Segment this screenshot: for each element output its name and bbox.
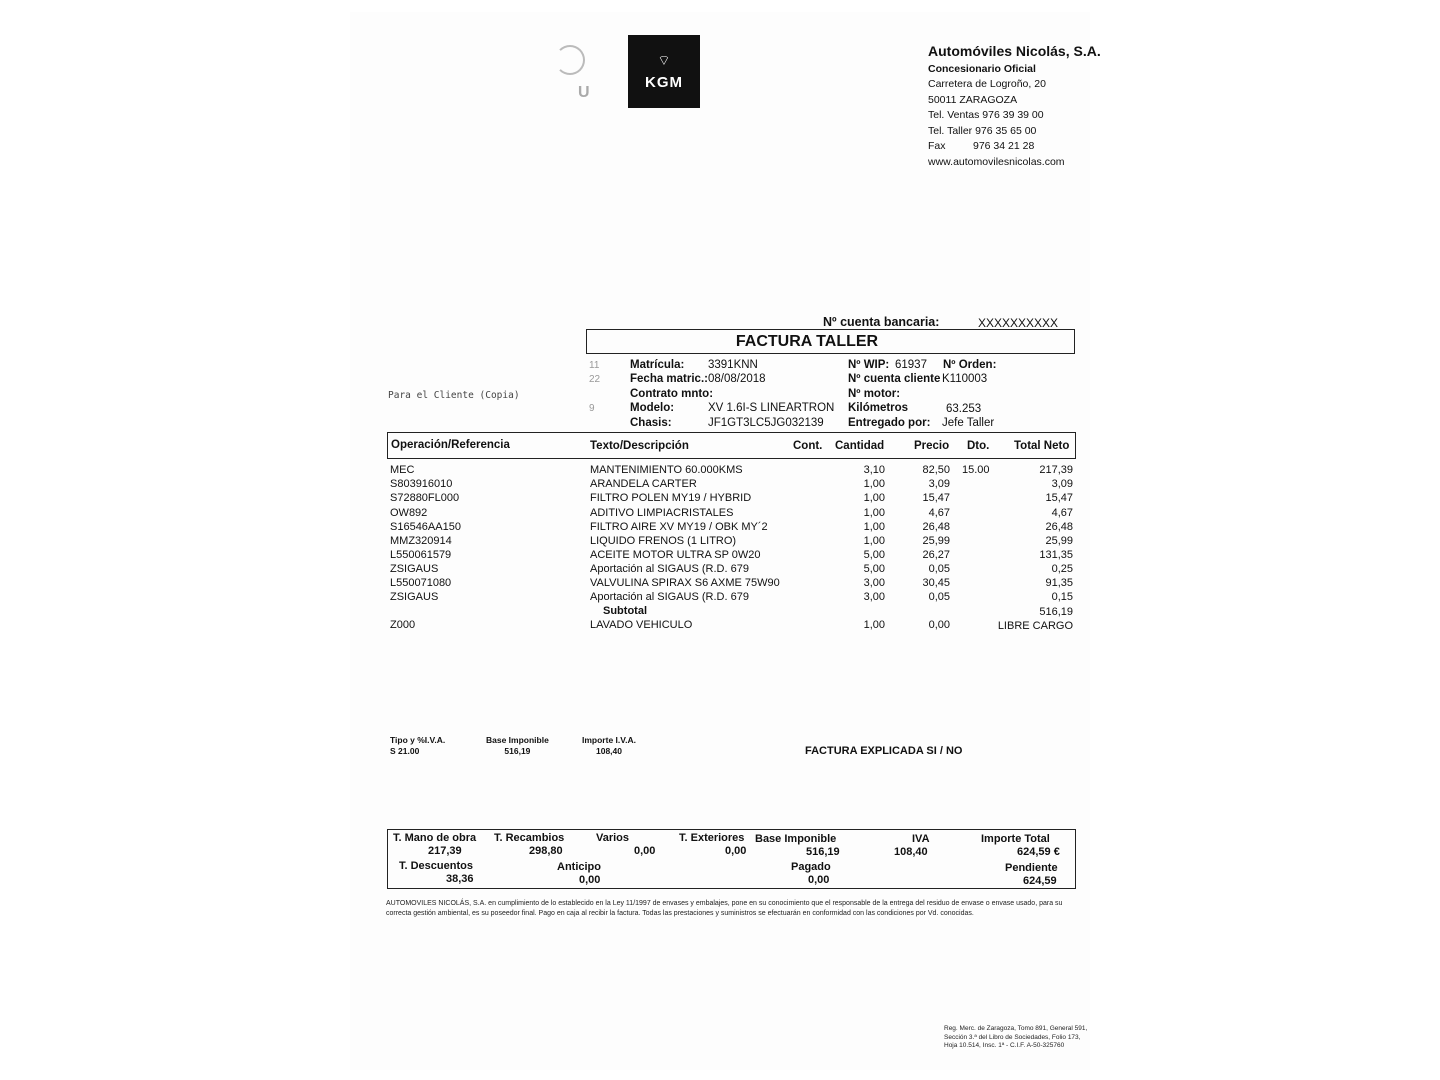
row-total: 131,35 [1039,549,1073,561]
descuentos-value: 38,36 [446,873,474,885]
matricula-label: Matrícula: [630,359,685,371]
row-desc: Aportación al SIGAUS (R.D. 679 [590,591,749,603]
mano-obra-value: 217,39 [428,845,462,857]
row-price: 25,99 [922,535,950,547]
importe-total-value: 624,59 € [1017,846,1060,858]
table-row [0,507,1440,521]
row-desc: ADITIVO LIMPIACRISTALES [590,507,734,519]
mano-obra-label: T. Mano de obra [393,832,477,844]
row-price: 4,67 [928,507,950,519]
row-price: 26,48 [922,521,950,533]
partial-brand-logo [555,45,585,75]
row-total: LIBRE CARGO [997,620,1073,632]
phone-value: 976 34 21 28 [973,140,1035,152]
row-price: 0,00 [928,619,950,631]
base-imponible-value: 516,19 [806,846,840,858]
row-total: 0,25 [1051,563,1073,575]
phone-value: 976 35 65 00 [975,124,1037,137]
row-dto: 15.00 [962,464,990,476]
recambios-value: 298,80 [529,845,563,857]
motor-label: Nº motor: [848,388,901,400]
company-info [928,44,1101,170]
table-row [0,577,1440,591]
invoice-title-box [586,329,1075,354]
table-row [0,535,1440,549]
tax-base-value: 516,19 [504,746,531,756]
table-row [0,521,1440,535]
km-label: Kilómetros [848,402,909,414]
pagado-value: 0,00 [808,874,830,886]
registry-line: Hoja 10.514, Insc. 1ª - C.I.F. A-50-325760 [944,1042,1065,1049]
wip-label: Nº WIP: [848,359,890,371]
table-row [0,478,1440,492]
phone-line [928,139,1101,155]
bank-account-value: XXXXXXXXXX [978,316,1059,330]
col-header-total: Total Neto [1014,440,1070,452]
row-desc: VALVULINA SPIRAX S6 AXME 75W90 [590,577,780,589]
row-total: 26,48 [1045,521,1073,533]
table-row [0,619,1440,633]
importe-total-label: Importe Total [981,833,1050,845]
table-row [0,492,1440,506]
tax-base [486,735,549,757]
kgm-logo [628,35,700,108]
recambios-label: T. Recambios [494,832,565,844]
row-qty: 3,00 [863,591,885,603]
row-qty: 5,00 [863,563,885,575]
phone-label: Fax [928,140,946,152]
row-ref: ZSIGAUS [390,591,439,603]
table-row [0,549,1440,563]
row-qty: 1,00 [863,478,885,490]
tax-base-label: Base Imponible [486,735,549,745]
kgm-logo-text: KGM [645,74,683,91]
registry-line: Sección 3.ª del Libro de Sociedades, Folio 173, [944,1033,1081,1041]
fecha-matric-value: 08/08/2018 [708,373,766,385]
row-desc: Aportación al SIGAUS (R.D. 679 [590,563,749,575]
phone-label: Tel. Ventas [928,109,980,121]
company-street: Carretera de Logroño, 20 [928,78,1046,90]
varios-value: 0,00 [634,845,656,857]
legal-notice: AUTOMOVILES NICOLÁS, S.A. en cumplimiento de lo establecido en la Ley 11/1997 de envases y embalajes, pone en su conocimiento que el responsable de la entrega del residuo de envase o envase usado, para su correcta gestión ambiental, es su poseedor final. Pago en caja al recibir la factura. Todas las prestaciones y suministros se efectuarán en conformidad con las condiciones por Vd. conocidas. [386,900,1063,917]
subtotal-label: Subtotal [603,605,647,617]
tax-type-value: S 21.00 [390,746,420,756]
row-qty: 1,00 [863,492,885,504]
row-price: 15,47 [922,492,950,504]
iva-value: 108,40 [894,846,928,858]
partial-brand-text: U [578,84,590,101]
row-price: 0,05 [928,563,950,575]
invoice-title: FACTURA TALLER [735,333,879,350]
cuenta-cliente-label: Nº cuenta cliente [848,373,941,385]
row-qty: 1,00 [863,521,885,533]
anticipo-label: Anticipo [557,861,601,873]
col-header-cont: Cont. [793,440,823,452]
varios-label: Varios [596,832,630,844]
modelo-value: XV 1.6I-S LINEARTRON [708,402,835,414]
row-ref: L550071080 [390,577,452,589]
row-desc: LIQUIDO FRENOS (1 LITRO) [590,535,737,547]
table-row [0,563,1440,577]
row-qty: 1,00 [863,619,885,631]
company-name: Automóviles Nicolás, S.A. [928,43,1101,59]
cut-fragment: 9 [589,403,595,414]
row-price: 3,09 [928,478,950,490]
pendiente-value: 624,59 [1023,875,1057,887]
exteriores-label: T. Exteriores [679,832,745,844]
phone-label: Tel. Taller [928,124,973,137]
descuentos-label: T. Descuentos [399,860,473,872]
col-header-dto: Dto. [967,440,990,452]
row-ref: S803916010 [390,478,453,490]
row-ref: Z000 [390,619,416,631]
pagado-label: Pagado [791,861,831,873]
row-qty: 3,10 [863,464,885,476]
subtotal-value: 516,19 [1039,606,1073,618]
row-desc: MANTENIMIENTO 60.000KMS [590,464,743,476]
row-ref: OW892 [390,507,428,519]
row-total: 217,39 [1039,464,1073,476]
tax-type [390,735,445,757]
row-qty: 1,00 [863,535,885,547]
tax-amount-value: 108,40 [596,746,622,756]
tax-type-label: Tipo y %I.V.A. [390,735,446,745]
row-qty: 3,00 [863,577,885,589]
registry-info [944,1025,1087,1051]
row-ref: S16546AA150 [390,521,461,533]
base-imponible-label: Base Imponible [755,833,837,845]
phone-value: 976 39 39 00 [982,109,1044,121]
table-row [0,464,1440,478]
modelo-label: Modelo: [630,402,675,414]
row-desc: ACEITE MOTOR ULTRA SP 0W20 [590,549,761,561]
table-row [0,591,1440,605]
company-web: www.automovilesnicolas.com [928,155,1065,168]
row-ref: MEC [390,464,415,476]
row-desc: LAVADO VEHICULO [590,619,693,631]
matricula-value: 3391KNN [708,359,758,371]
row-total: 3,09 [1051,478,1073,490]
client-copy-stamp: Para el Cliente (Copia) [388,390,520,401]
row-qty: 5,00 [863,549,885,561]
phone-line [928,108,1101,124]
row-ref: MMZ320914 [390,535,452,547]
chasis-value: JF1GT3LC5JG032139 [708,417,824,429]
anticipo-value: 0,00 [579,874,601,886]
tax-amount-label: Importe I.V.A. [582,735,637,745]
row-desc: FILTRO POLEN MY19 / HYBRID [590,492,752,504]
exteriores-value: 0,00 [725,845,747,857]
cut-fragment: 11 [589,360,600,371]
contrato-label: Contrato mnto: [630,388,714,400]
fecha-matric-label: Fecha matric.: [630,373,708,385]
entregado-value: Jefe Taller [942,417,995,429]
company-dealer: Concesionario Oficial [928,62,1036,75]
tax-amount [582,735,636,757]
row-ref: ZSIGAUS [390,563,439,575]
row-ref: S72880FL000 [390,492,460,504]
row-total: 91,35 [1045,577,1073,589]
row-price: 82,50 [922,464,950,476]
bank-account-label: Nº cuenta bancaria: [823,315,940,329]
row-total: 4,67 [1051,507,1073,519]
registry-line: Reg. Merc. de Zaragoza, Tomo 891, General 591, [944,1025,1088,1032]
row-desc: ARANDELA CARTER [590,478,697,490]
row-total: 15,47 [1045,492,1073,504]
entregado-label: Entregado por: [848,417,931,429]
row-price: 26,27 [922,549,950,561]
col-header-price: Precio [914,440,950,452]
row-total: 0,15 [1051,591,1073,603]
row-price: 0,05 [928,591,950,603]
col-header-desc: Texto/Descripción [590,440,689,452]
row-total: 25,99 [1045,535,1073,547]
factura-explicada: FACTURA EXPLICADA SI / NO [805,745,963,757]
orden-label: Nº Orden: [943,359,997,371]
wip-value: 61937 [895,359,927,371]
col-header-qty: Cantidad [835,440,885,452]
cuenta-cliente-value: K110003 [942,373,988,385]
chasis-label: Chasis: [630,417,672,429]
row-desc: FILTRO AIRE XV MY19 / OBK MY´2 [590,521,768,533]
row-price: 30,45 [922,577,950,589]
iva-label: IVA [912,833,930,845]
kgm-wing-icon: ⌔ [657,52,671,68]
pendiente-label: Pendiente [1005,862,1058,874]
phone-line [928,124,1101,140]
row-ref: L550061579 [390,549,452,561]
subtotal-row [0,605,1440,619]
row-qty: 1,00 [863,507,885,519]
cut-fragment: 22 [589,374,601,385]
col-header-ref: Operación/Referencia [391,439,510,451]
km-value: 63.253 [946,403,982,415]
company-city: 50011 ZARAGOZA [928,93,1018,106]
